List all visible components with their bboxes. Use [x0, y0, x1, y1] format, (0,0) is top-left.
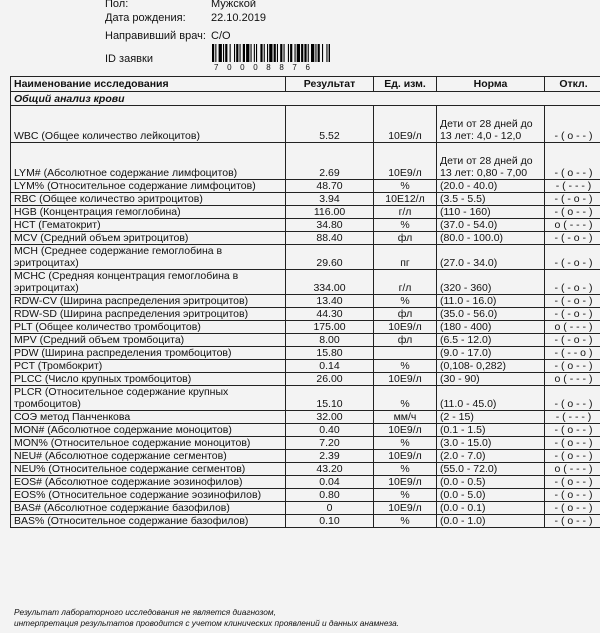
- header-norm: Норма: [437, 77, 545, 92]
- sex-label: Пол:: [105, 0, 129, 10]
- cell-unit: %: [374, 180, 437, 193]
- cell-unit: г/л: [374, 206, 437, 219]
- table-row: [11, 463, 600, 476]
- table-row: [11, 143, 600, 180]
- cell-deviation: - ( o - - ): [545, 515, 600, 528]
- cell-name: PLCR (Относительное содержание крупных тромбоцитов): [11, 386, 286, 411]
- table-row: [11, 437, 600, 450]
- cell-unit: 10E9/л: [374, 321, 437, 334]
- cell-unit: 10E9/л: [374, 143, 437, 180]
- cell-result: 0.40: [286, 424, 374, 437]
- cell-result: 13.40: [286, 295, 374, 308]
- cell-name: RDW-CV (Ширина распределения эритроцитов): [11, 295, 286, 308]
- cell-unit: %: [374, 295, 437, 308]
- cell-name: PDW (Ширина распределения тромбоцитов): [11, 347, 286, 360]
- cell-name: LYM# (Абсолютное содержание лимфоцитов): [11, 143, 286, 180]
- cell-deviation: - ( o - - ): [545, 450, 600, 463]
- cell-name: MCHC (Средняя концентрация гемоглобина в эритроцитах): [11, 270, 286, 295]
- disclaimer-line-1: Результат лабораторного исследования не является диагнозом,: [14, 607, 276, 617]
- cell-deviation: o ( - - - ): [545, 219, 600, 232]
- cell-name: BAS% (Относительное содержание базофилов): [11, 515, 286, 528]
- table-header-row: [11, 77, 600, 92]
- doctor-label: Направивший врач:: [105, 30, 206, 42]
- table-row: [11, 360, 600, 373]
- table-row: [11, 373, 600, 386]
- cell-unit: [374, 347, 437, 360]
- cell-result: 26.00: [286, 373, 374, 386]
- doctor-value: С/О: [211, 30, 231, 42]
- cell-deviation: - ( o - - ): [545, 489, 600, 502]
- cell-name: MCV (Средний объем эритроцитов): [11, 232, 286, 245]
- cell-result: 0: [286, 502, 374, 515]
- cell-name: PLT (Общее количество тромбоцитов): [11, 321, 286, 334]
- cell-result: 0.10: [286, 515, 374, 528]
- cell-unit: 10E9/л: [374, 373, 437, 386]
- cell-norm: (2.0 - 7.0): [437, 450, 545, 463]
- cell-name: MPV (Средний объем тромбоцита): [11, 334, 286, 347]
- table-row: [11, 219, 600, 232]
- cell-norm: (6.5 - 12.0): [437, 334, 545, 347]
- cell-norm: (0,108- 0,282): [437, 360, 545, 373]
- cell-name: NEU% (Относительное содержание сегментов): [11, 463, 286, 476]
- table-row: [11, 245, 600, 270]
- cell-name: WBC (Общее количество лейкоцитов): [11, 106, 286, 143]
- table-row: [11, 206, 600, 219]
- table-row: [11, 193, 600, 206]
- cell-norm: (180 - 400): [437, 321, 545, 334]
- cell-deviation: - ( o - - ): [545, 502, 600, 515]
- cell-deviation: - ( - - - ): [545, 411, 600, 424]
- cell-unit: г/л: [374, 270, 437, 295]
- cell-norm: (27.0 - 34.0): [437, 245, 545, 270]
- cell-deviation: - ( o - - ): [545, 360, 600, 373]
- header-unit: Ед. изм.: [374, 77, 437, 92]
- cell-unit: %: [374, 463, 437, 476]
- table-row: [11, 476, 600, 489]
- cell-result: 34.80: [286, 219, 374, 232]
- cell-deviation: - ( - o - ): [545, 295, 600, 308]
- cell-unit: %: [374, 360, 437, 373]
- cell-result: 2.39: [286, 450, 374, 463]
- cell-norm: (0.0 - 0.1): [437, 502, 545, 515]
- header-deviation: Откл.: [545, 77, 600, 92]
- section-row: [11, 92, 600, 106]
- cell-deviation: o ( - - - ): [545, 463, 600, 476]
- cell-unit: фл: [374, 334, 437, 347]
- table-row: [11, 386, 600, 411]
- table-row: [11, 295, 600, 308]
- table-row: [11, 424, 600, 437]
- cell-unit: 10E12/л: [374, 193, 437, 206]
- cell-name: MON% (Относительное содержание моноцитов): [11, 437, 286, 450]
- cell-norm: (11.0 - 16.0): [437, 295, 545, 308]
- cell-unit: %: [374, 386, 437, 411]
- cell-norm: (35.0 - 56.0): [437, 308, 545, 321]
- cell-name: PCT (Тромбокрит): [11, 360, 286, 373]
- cell-name: PLCC (Число крупных тромбоцитов): [11, 373, 286, 386]
- cell-unit: %: [374, 489, 437, 502]
- cell-norm: (110 - 160): [437, 206, 545, 219]
- cell-deviation: - ( o - - ): [545, 437, 600, 450]
- cell-deviation: - ( - o - ): [545, 193, 600, 206]
- header-result: Результат: [286, 77, 374, 92]
- cell-deviation: - ( - o - ): [545, 232, 600, 245]
- cell-norm: Дети от 28 дней до 13 лет: 0,80 - 7,00: [437, 143, 545, 180]
- cell-norm: (30 - 90): [437, 373, 545, 386]
- cell-result: 48.70: [286, 180, 374, 193]
- cell-unit: %: [374, 219, 437, 232]
- table-row: [11, 308, 600, 321]
- cell-result: 44.30: [286, 308, 374, 321]
- sex-value: Мужской: [211, 0, 256, 10]
- cell-deviation: - ( - o - ): [545, 270, 600, 295]
- cell-result: 0.80: [286, 489, 374, 502]
- cell-result: 29.60: [286, 245, 374, 270]
- id-label: ID заявки: [105, 53, 153, 65]
- cell-result: 15.10: [286, 386, 374, 411]
- cell-unit: 10E9/л: [374, 424, 437, 437]
- cell-name: HGB (Концентрация гемоглобина): [11, 206, 286, 219]
- cell-result: 88.40: [286, 232, 374, 245]
- cell-unit: фл: [374, 308, 437, 321]
- cell-deviation: - ( o - - ): [545, 143, 600, 180]
- cell-deviation: - ( o - - ): [545, 106, 600, 143]
- cell-result: 0.04: [286, 476, 374, 489]
- cell-result: 15.80: [286, 347, 374, 360]
- cell-name: MCH (Среднее содержание гемоглобина в эритроцитах): [11, 245, 286, 270]
- cell-result: 0.14: [286, 360, 374, 373]
- cell-deviation: - ( - o - ): [545, 308, 600, 321]
- cell-name: EOS% (Относительное содержание эозинофилов): [11, 489, 286, 502]
- cell-name: MON# (Абсолютное содержание моноцитов): [11, 424, 286, 437]
- cell-result: 32.00: [286, 411, 374, 424]
- cell-unit: 10E9/л: [374, 106, 437, 143]
- header-name: Наименование исследования: [11, 77, 286, 92]
- cell-norm: (3.5 - 5.5): [437, 193, 545, 206]
- cell-norm: (20.0 - 40.0): [437, 180, 545, 193]
- cell-norm: (55.0 - 72.0): [437, 463, 545, 476]
- table-row: [11, 232, 600, 245]
- cell-unit: мм/ч: [374, 411, 437, 424]
- cell-norm: Дети от 28 дней до 13 лет: 4,0 - 12,0: [437, 106, 545, 143]
- dob-value: 22.10.2019: [211, 12, 267, 24]
- cell-deviation: o ( - - - ): [545, 321, 600, 334]
- request-id: 7 0 0 0 8 8 7 6: [214, 63, 314, 72]
- cell-result: 43.20: [286, 463, 374, 476]
- cell-deviation: o ( - - - ): [545, 373, 600, 386]
- cell-unit: %: [374, 515, 437, 528]
- table-row: [11, 515, 600, 528]
- disclaimer-line-2: интерпретация результатов проводится с учетом клинических проявлений и данных анамнеза.: [14, 618, 400, 628]
- cell-name: EOS# (Абсолютное содержание эозинофилов): [11, 476, 286, 489]
- cell-name: LYM% (Относительное содержание лимфоцитов): [11, 180, 286, 193]
- cell-name: СОЭ метод Панченкова: [11, 411, 286, 424]
- cell-norm: (80.0 - 100.0): [437, 232, 545, 245]
- table-row: [11, 347, 600, 360]
- cell-unit: 10E9/л: [374, 450, 437, 463]
- table-row: [11, 106, 600, 143]
- cell-deviation: - ( o - - ): [545, 424, 600, 437]
- cell-result: 3.94: [286, 193, 374, 206]
- cell-deviation: - ( - o - ): [545, 245, 600, 270]
- cell-result: 8.00: [286, 334, 374, 347]
- table-row: [11, 502, 600, 515]
- cell-unit: %: [374, 437, 437, 450]
- cell-unit: 10E9/л: [374, 502, 437, 515]
- cell-name: NEU# (Абсолютное содержание сегментов): [11, 450, 286, 463]
- cell-deviation: - ( o - - ): [545, 386, 600, 411]
- cell-deviation: - ( - o - ): [545, 334, 600, 347]
- cell-deviation: - ( - - o ): [545, 347, 600, 360]
- cell-result: 2.69: [286, 143, 374, 180]
- table-row: [11, 334, 600, 347]
- table-row: [11, 180, 600, 193]
- cell-norm: (2 - 15): [437, 411, 545, 424]
- cell-unit: пг: [374, 245, 437, 270]
- cell-result: 334.00: [286, 270, 374, 295]
- cell-norm: (0.1 - 1.5): [437, 424, 545, 437]
- cell-name: RBC (Общее количество эритроцитов): [11, 193, 286, 206]
- cell-deviation: - ( - - - ): [545, 180, 600, 193]
- cell-result: 5.52: [286, 106, 374, 143]
- cell-norm: (37.0 - 54.0): [437, 219, 545, 232]
- cell-name: BAS# (Абсолютное содержание базофилов): [11, 502, 286, 515]
- table-row: [11, 489, 600, 502]
- cell-norm: (3.0 - 15.0): [437, 437, 545, 450]
- cell-name: RDW-SD (Ширина распределения эритроцитов): [11, 308, 286, 321]
- cell-name: HCT (Гематокрит): [11, 219, 286, 232]
- cell-norm: (11.0 - 45.0): [437, 386, 545, 411]
- table-row: [11, 411, 600, 424]
- cell-norm: (9.0 - 17.0): [437, 347, 545, 360]
- table-row: [11, 321, 600, 334]
- dob-label: Дата рождения:: [105, 12, 186, 24]
- disclaimer: [14, 607, 399, 629]
- cell-unit: фл: [374, 232, 437, 245]
- cell-result: 7.20: [286, 437, 374, 450]
- cell-unit: 10E9/л: [374, 476, 437, 489]
- cell-norm: (0.0 - 0.5): [437, 476, 545, 489]
- cell-norm: (0.0 - 1.0): [437, 515, 545, 528]
- cell-norm: (320 - 360): [437, 270, 545, 295]
- results-table: [10, 76, 600, 528]
- cell-result: 175.00: [286, 321, 374, 334]
- cell-deviation: - ( o - - ): [545, 206, 600, 219]
- cell-norm: (0.0 - 5.0): [437, 489, 545, 502]
- cell-deviation: - ( o - - ): [545, 476, 600, 489]
- cell-result: 116.00: [286, 206, 374, 219]
- table-row: [11, 450, 600, 463]
- table-row: [11, 270, 600, 295]
- section-title: Общий анализ крови: [11, 92, 600, 106]
